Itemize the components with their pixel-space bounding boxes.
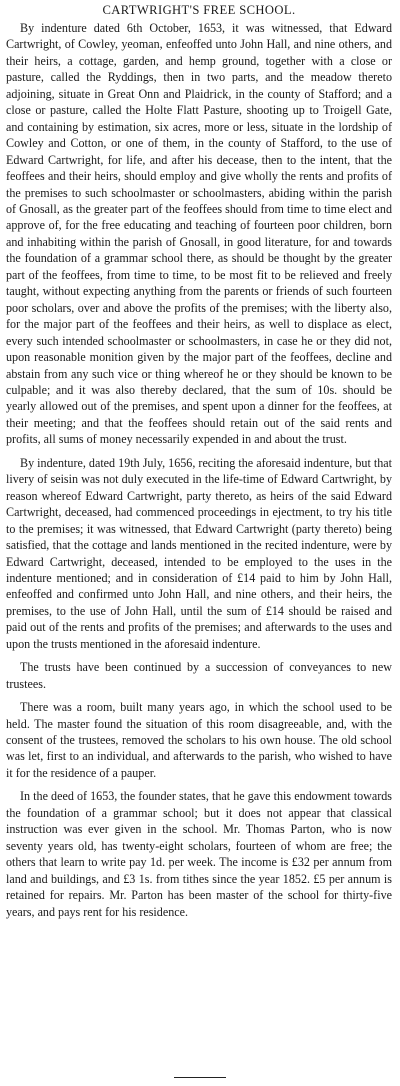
paragraph-3: The trusts have been continued by a succession of conveyances to new trustees. — [6, 660, 392, 691]
page-title: CARTWRIGHT'S FREE SCHOOL. — [102, 3, 296, 17]
paragraph-gap — [6, 652, 392, 659]
paragraph-2: By indenture, dated 19th July, 1656, reciting the aforesaid indenture, but that livery of seisin was not duly executed in the life-time of Edward Cartwright, by reason whereof Edward Cartwright, party thereto, as heirs of the said Edward Cartwright, deceased, had commenced proceedings in ejectment, to try his title to the premises; it was witnessed, that Edward Cartwright (party thereto) being satisfied, that the cottage and lands mentioned in the recited indenture, were by Edward Cartwright, deceased, intended to be employed to the uses in the indenture mentioned; and in consideration of £14 paid to him by John Hall, enfeoffed and confirmed unto John Hall, and nine others, and their heirs, the premises, to the use of John Hall, until the sum of £14 should be raised and paid out of the rents and profits of the premises; and afterwards to the uses and upon the trusts mentioned in the aforesaid indenture. — [6, 455, 392, 651]
paragraph-gap — [6, 448, 392, 455]
paragraph-5: In the deed of 1653, the founder states, that he gave this endowment towards the foundation of a grammar school; but it does not appear that classical instruction was ever given in the school. Mr. Thomas Parton, who is now seventy years old, has twenty-eight scholars, fourteen of whom are free; the others that learn to write pay 1d. per week. The income is £32 per annum from land and buildings, and £3 1s. from tithes since the year 1852. £5 per annum is retained for repairs. Mr. Parton has been master of the school for thirty-five years, and pays rent for his residence. — [6, 789, 392, 919]
paragraph-1: By indenture dated 6th October, 1653, it was witnessed, that Edward Cartwright, of Cowley, yeoman, enfeoffed unto John Hall, and nine others, and their heirs, a cottage, garden, and hemp ground, together with a close or pasture, called the Ryddings, then in two parts, and the meadow thereto adjoining, situate in Great Onn and Plaidrick, in the county of Stafford; and a close or pasture, called the Holte Flatt Pasture, shooting up to Troigell Gate, and containing by estimation, six acres, more or less, situate in the lordship of Cowley and Cotton, or one of them, in the county of Stafford, to the use of Edward Cartwright, for life, and after his decease, then to the intent, that the feoffees and their heirs, should employ and give wholly the rents and profits of the premises to such schoolmaster or schoolmasters, abiding within the parish of Gnosall, as the greater part of the feoffees should from time to time elect and approve of, for the free educating and teaching of fourteen poor children, born and inhabiting within the parish of Gnosall, in good literature, for and towards the foundation of a grammar school there, as should be thought by the greater part of the feoffees, from time to time, to be most fit to be relieved and freely taught, without expecting anything from the parents or friends of such fourteen poor scholars, over and above the profits of the premises; with the liberty also, for the major part of the feoffees and their heirs, as well to displace as elect, every such intended schoolmaster or schoolmasters, in case he or they did not, upon reasonable monition given by the major part of the feoffees, decline and abstain from any such vice or thing whereof he or they should be known to be culpable; and it was also thereby declared, that the sum of 10s. should be yearly allowed out of the premises, and spent upon a dinner for the feoffees, at their meeting; and that the feoffees should retain out of the said rents and profits, all sums of money necessarily expended in and about the trust. — [6, 21, 392, 447]
paragraph-gap — [6, 781, 392, 788]
end-rule — [174, 1077, 226, 1078]
paragraph-gap — [6, 692, 392, 699]
paragraph-4: There was a room, built many years ago, in which the school used to be held. The master found the situation of this room disagreeable, and, with the consent of the trustees, removed the scholars to his own house. The old school was let, first to an individual, and afterwards to the parish, who wished to have it for the residence of a pauper. — [6, 700, 392, 780]
